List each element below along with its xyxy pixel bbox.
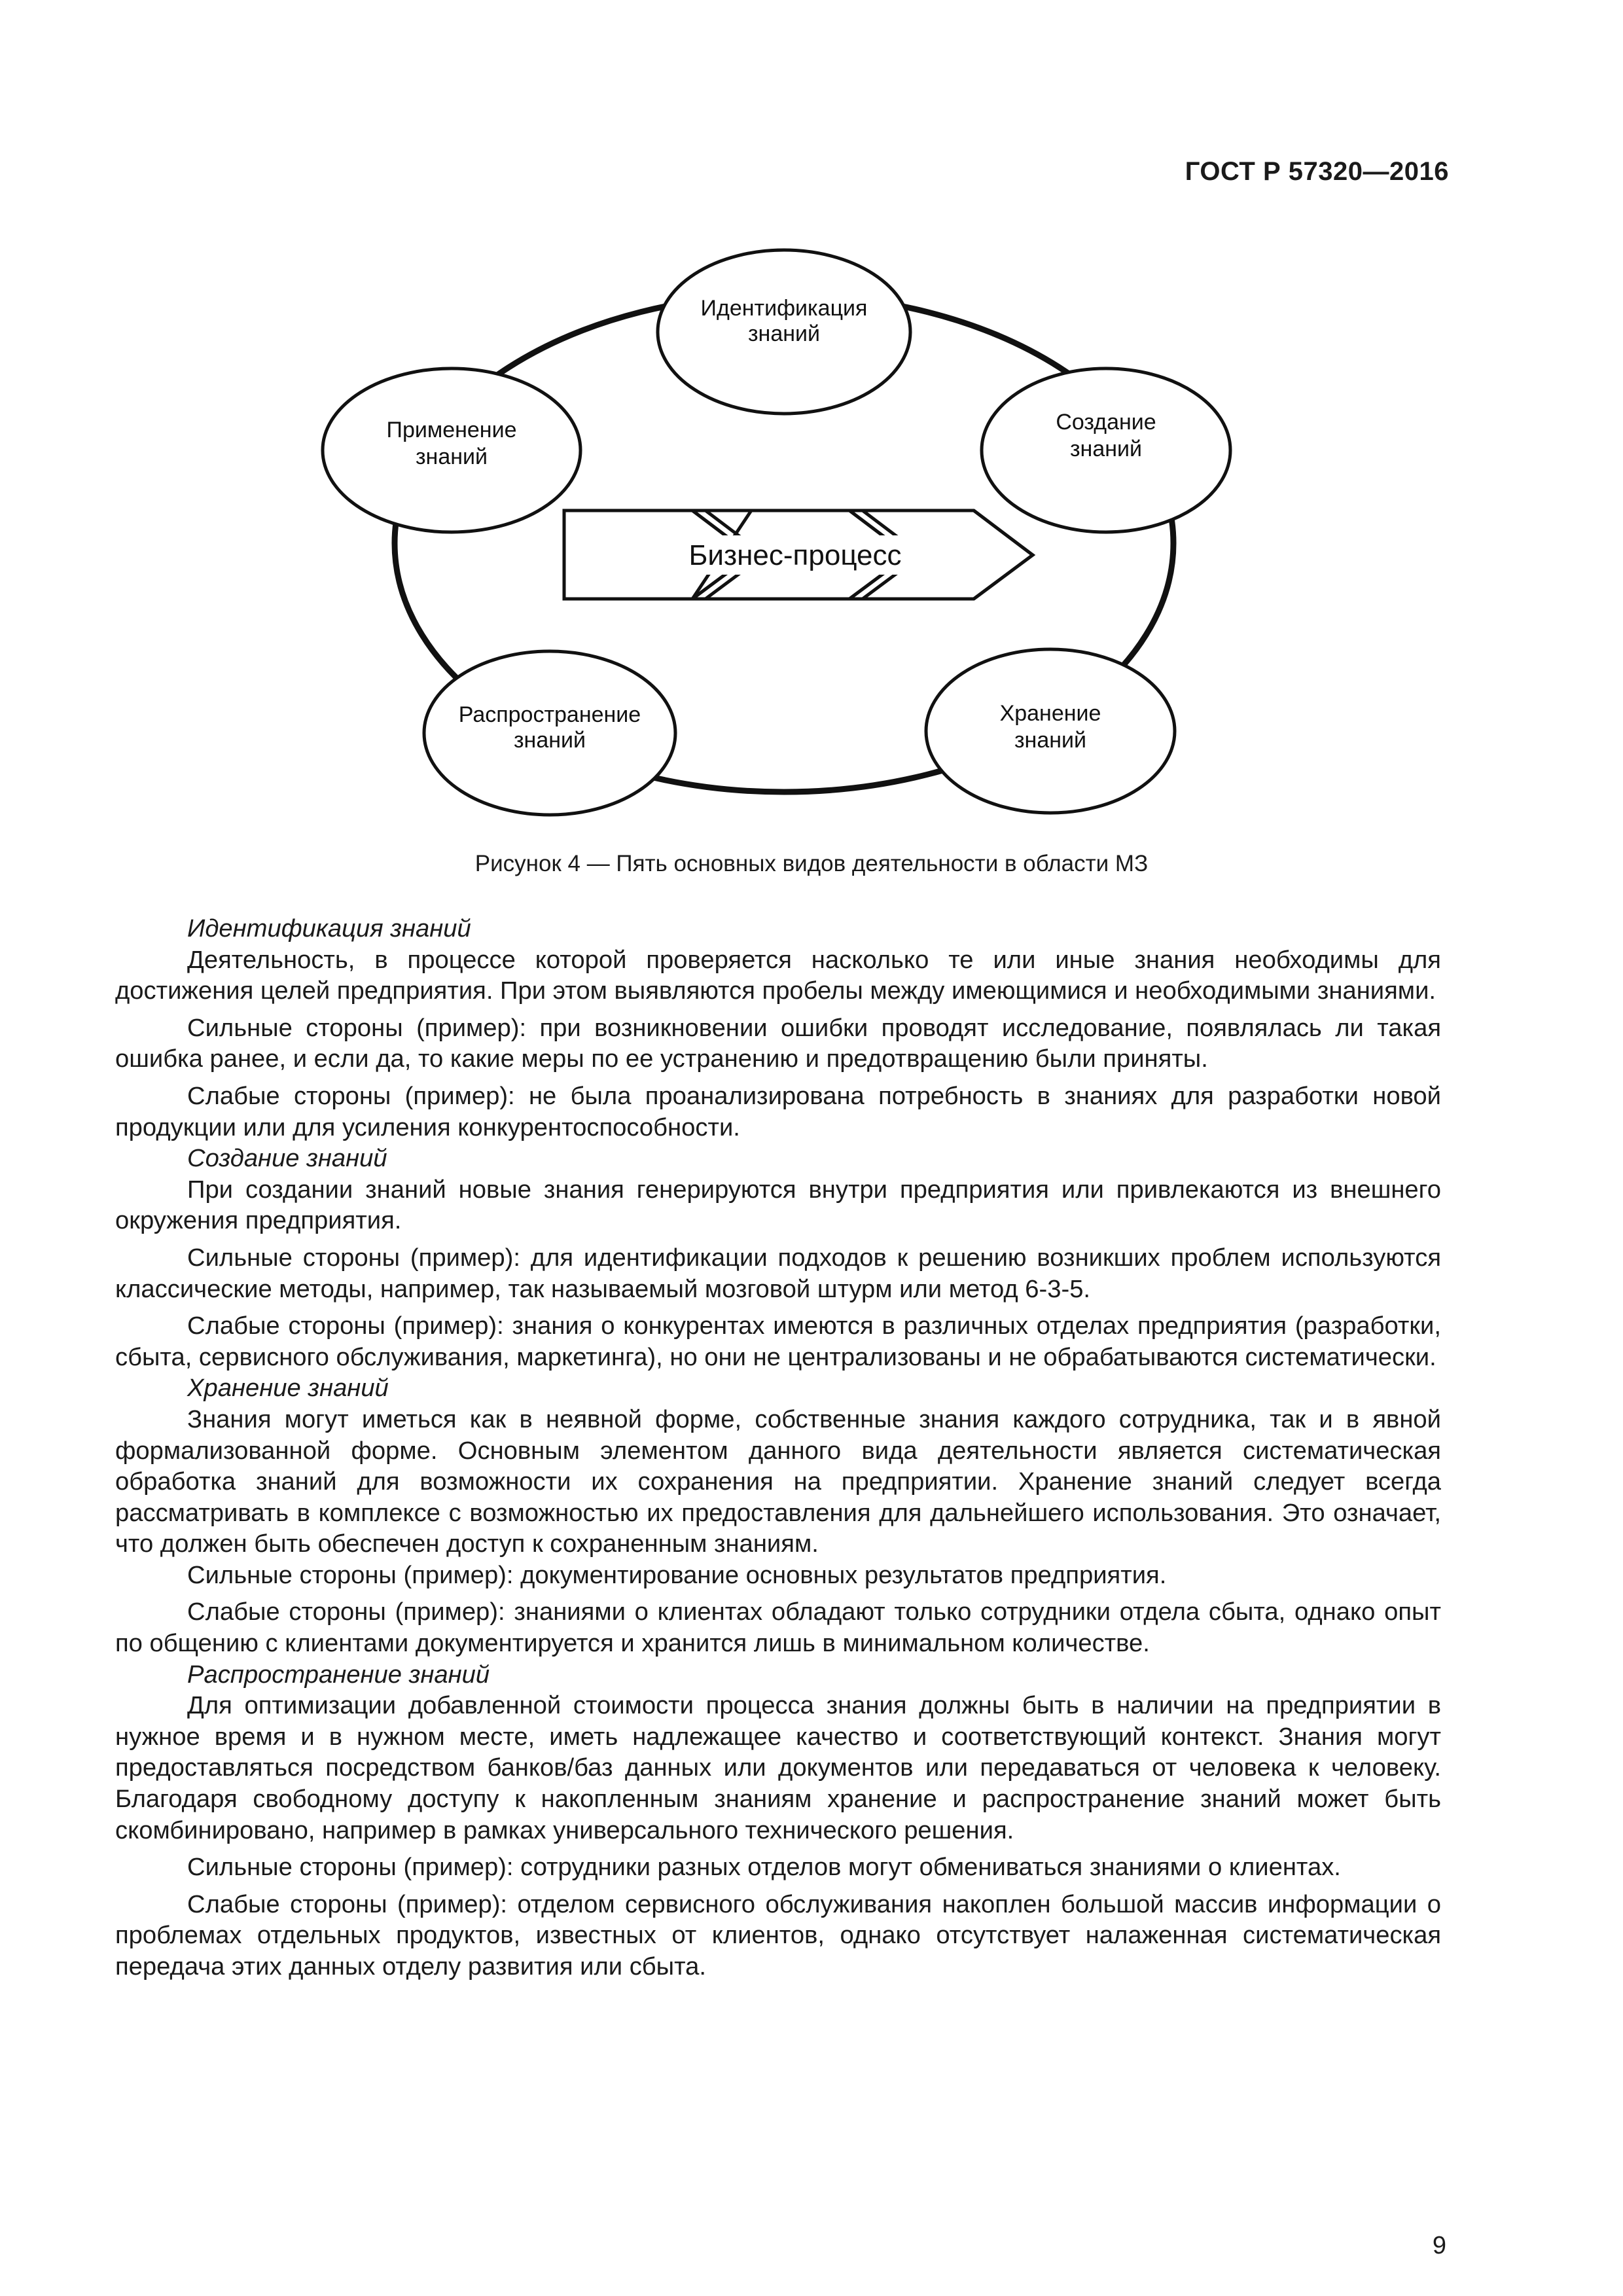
node-distribution (424, 651, 675, 815)
creation-description: При создании знаний новые знания генерируются внутри предприятия или привлекаются из внешнего окружения предприятия. (115, 1175, 1441, 1235)
node-distribution-line1: Распространение (458, 702, 641, 727)
node-application-line1: Применение (386, 418, 517, 442)
identification-strengths: Сильные стороны (пример): при возникновении ошибки проводят исследование, появлялась ли такая ошибка ранее, и если да, то какие меры по ее устранению и предотвращению были приняты. (115, 1013, 1441, 1073)
creation-weaknesses: Слабые стороны (пример): знания о конкурентах имеются в различных отделах предприятия (разработки, сбыта, сервисного обслуживания, маркетинга), но они не централизованы и не обрабатываются систематически. (115, 1312, 1441, 1371)
node-identification-line2: знаний (747, 321, 821, 346)
node-identification-line1: Идентификация (700, 296, 868, 321)
figure-caption: Рисунок 4 — Пять основных видов деятельности в области МЗ (474, 851, 1149, 876)
identification-description: Деятельность, в процессе которой проверяется насколько те или иные знания необходимы для достижения целей предприятия. При этом выявляются пробелы между имеющимися и необходимыми знаниями. (115, 945, 1441, 1005)
node-creation-line2: знаний (1069, 437, 1143, 461)
identification-weaknesses: Слабые стороны (пример): не была проанализирована потребность в знаниях для разработки новой продукции или для усиления конкурентоспособности. (115, 1081, 1441, 1141)
storage-description: Знания могут иметься как в неявной форме, собственные знания каждого сотрудника, так и в явной формализованной форме. Основным элементом данного вида деятельности является систематическая обработка знаний для возможности их сохранения на предприятии. Хранение знаний следует всегда рассматривать в комплексе с возможностью их предоставления для дальнейшего использования. Это означает, что должен быть обеспечен доступ к сохраненным знаниям. (115, 1405, 1441, 1558)
section-heading-storage: Хранение знаний (187, 1374, 389, 1403)
page-number: 9 (1432, 2232, 1446, 2259)
km-activities-figure (0, 0, 1623, 903)
document-code: ГОСТ Р 57320—2016 (1185, 157, 1449, 186)
distribution-weaknesses: Слабые стороны (пример): отделом сервисного обслуживания накоплен большой массив информации о проблемах отдельных продуктов, известных от клиентов, однако отсутствует налаженная систематическая передача этих данных отделу развития или сбыта. (115, 1890, 1441, 1981)
section-heading-distribution: Распространение знаний (187, 1660, 490, 1689)
business-process-label: Бизнес-процесс (688, 539, 902, 571)
node-application (323, 368, 580, 532)
creation-strengths: Сильные стороны (пример): для идентификации подходов к решению возникших проблем используются классические методы, например, так называемый мозговой штурм или метод 6-3-5. (115, 1243, 1441, 1303)
node-storage (926, 649, 1175, 813)
business-process-arrow (564, 511, 1033, 599)
node-identification (658, 250, 910, 414)
node-distribution-line2: знаний (513, 728, 586, 753)
node-storage-line2: знаний (1014, 728, 1087, 753)
distribution-description: Для оптимизации добавленной стоимости процесса знания должны быть в наличии на предприятии в нужное время и в нужном месте, иметь надлежащее качество и соответствующий контекст. Знания могут предоставляться посредством банков/баз данных или документов или передаваться от человека к человеку. Благодаря свободному доступу к накопленным знаниям хранение и распространение знаний может быть скомбинировано, например в рамках универсального технического решения. (115, 1691, 1441, 1844)
storage-strengths: Сильные стороны (пример): документирование основных результатов предприятия. (187, 1560, 1167, 1589)
distribution-strengths: Сильные стороны (пример): сотрудники разных отделов могут обмениваться знаниями о клиентах. (187, 1853, 1341, 1882)
node-creation-line1: Создание (1056, 410, 1156, 435)
section-heading-creation: Создание знаний (187, 1144, 387, 1173)
storage-weaknesses: Слабые стороны (пример): знаниями о клиентах обладают только сотрудники отдела сбыта, однако опыт по общению с клиентами документируется и хранится лишь в минимальном количестве. (115, 1598, 1441, 1658)
node-creation (982, 368, 1230, 532)
section-heading-identification: Идентификация знаний (187, 914, 471, 942)
node-application-line2: знаний (415, 444, 488, 469)
body-text (115, 913, 1441, 1982)
node-storage-line1: Хранение (999, 701, 1101, 726)
